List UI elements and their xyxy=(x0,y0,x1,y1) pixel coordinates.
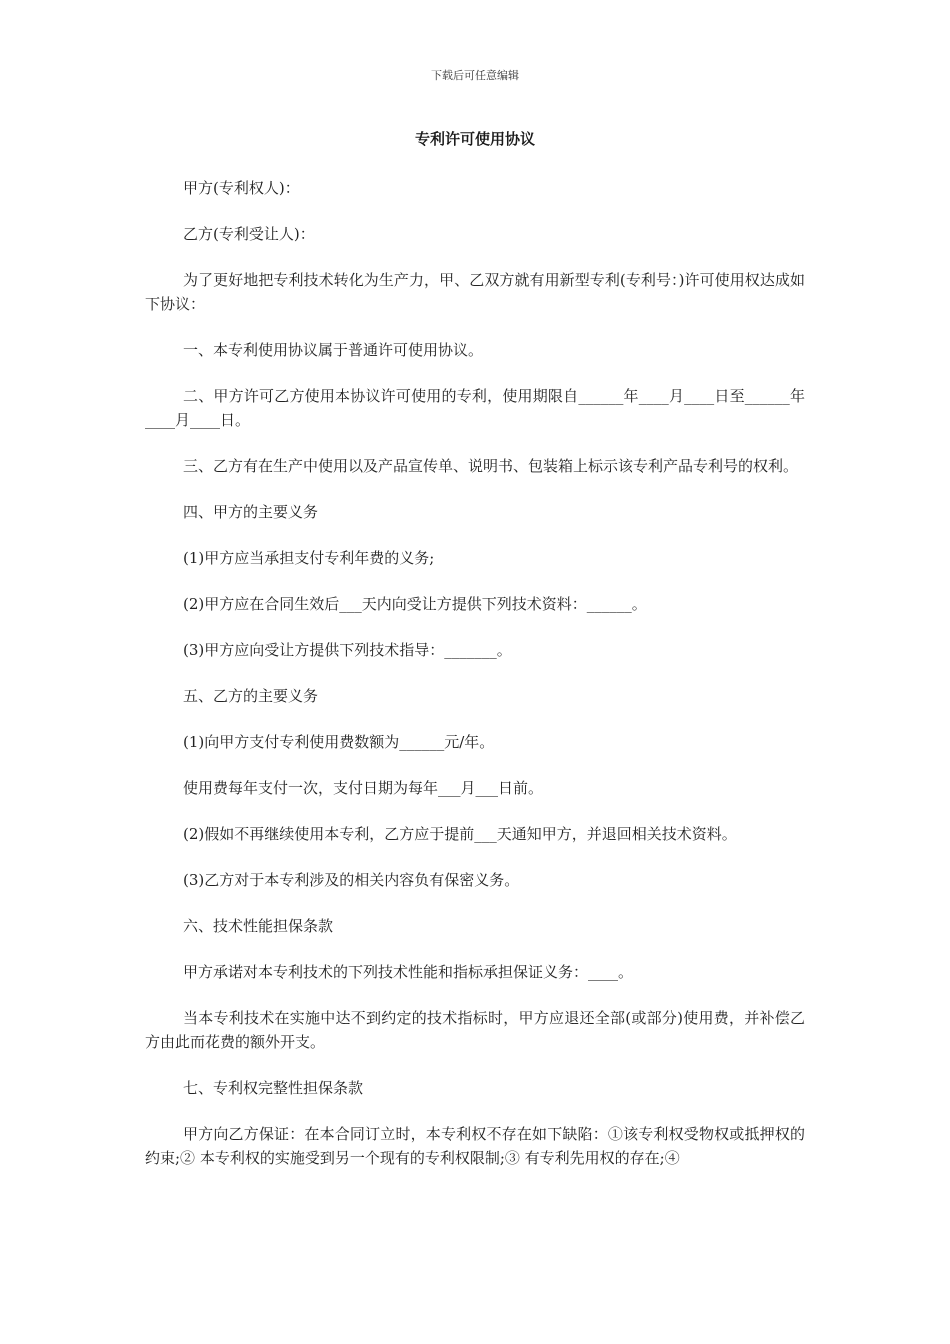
document-title: 专利许可使用协议 xyxy=(414,130,535,148)
section-7-heading: 七、专利权完整性担保条款 xyxy=(183,1079,364,1097)
section-5-item-3: (3)乙方对于本专利涉及的相关内容负有保密义务。 xyxy=(183,871,520,889)
paragraph-party-b: 乙方(专利受让人)： xyxy=(183,225,315,243)
section-4-item-3: (3)甲方应向受让方提供下列技术指导：_______。 xyxy=(183,641,512,659)
section-7-guarantee: 甲方向乙方保证：在本合同订立时，本专利权不存在如下缺陷：①该专利权受物权或抵押权的约束;② 本专利权的实施受到另一个现有的专利权限制;③ 有专利先用权的存在;④ xyxy=(145,1125,805,1167)
section-6-refund: 当本专利技术在实施中达不到约定的技术指标时，甲方应退还全部(或部分)使用费，并补偿乙方由此而花费的额外开支。 xyxy=(145,1009,805,1051)
paragraph-party-a: 甲方(专利权人)： xyxy=(183,179,300,197)
section-6-heading: 六、技术性能担保条款 xyxy=(183,917,334,935)
header-note: 下载后可任意编辑 xyxy=(431,69,519,82)
clause-1: 一、本专利使用协议属于普通许可使用协议。 xyxy=(183,341,484,359)
section-5-payment-schedule: 使用费每年支付一次，支付日期为每年___月___日前。 xyxy=(183,779,544,797)
paragraph-preamble: 为了更好地把专利技术转化为生产力，甲、乙双方就有用新型专利(专利号：)许可使用权达成如下协议： xyxy=(145,271,805,313)
clause-3: 三、乙方有在生产中使用以及产品宣传单、说明书、包装箱上标示该专利产品专利号的权利。 xyxy=(183,457,799,475)
section-5-heading: 五、乙方的主要义务 xyxy=(183,687,319,705)
section-5-item-1: (1)向甲方支付专利使用费数额为______元/年。 xyxy=(183,733,495,751)
section-4-item-1: (1)甲方应当承担支付专利年费的义务; xyxy=(183,549,435,567)
section-4-item-2: (2)甲方应在合同生效后___天内向受让方提供下列技术资料：______。 xyxy=(183,595,647,613)
document-body xyxy=(145,176,805,1170)
section-6-warranty: 甲方承诺对本专利技术的下列技术性能和指标承担保证义务：____。 xyxy=(183,963,634,981)
section-4-heading: 四、甲方的主要义务 xyxy=(183,503,319,521)
section-5-item-2: (2)假如不再继续使用本专利，乙方应于提前___天通知甲方，并退回相关技术资料。 xyxy=(183,825,737,843)
clause-2: 二、甲方许可乙方使用本协议许可使用的专利，使用期限自______年____月____日至______年____月____日。 xyxy=(145,387,805,429)
